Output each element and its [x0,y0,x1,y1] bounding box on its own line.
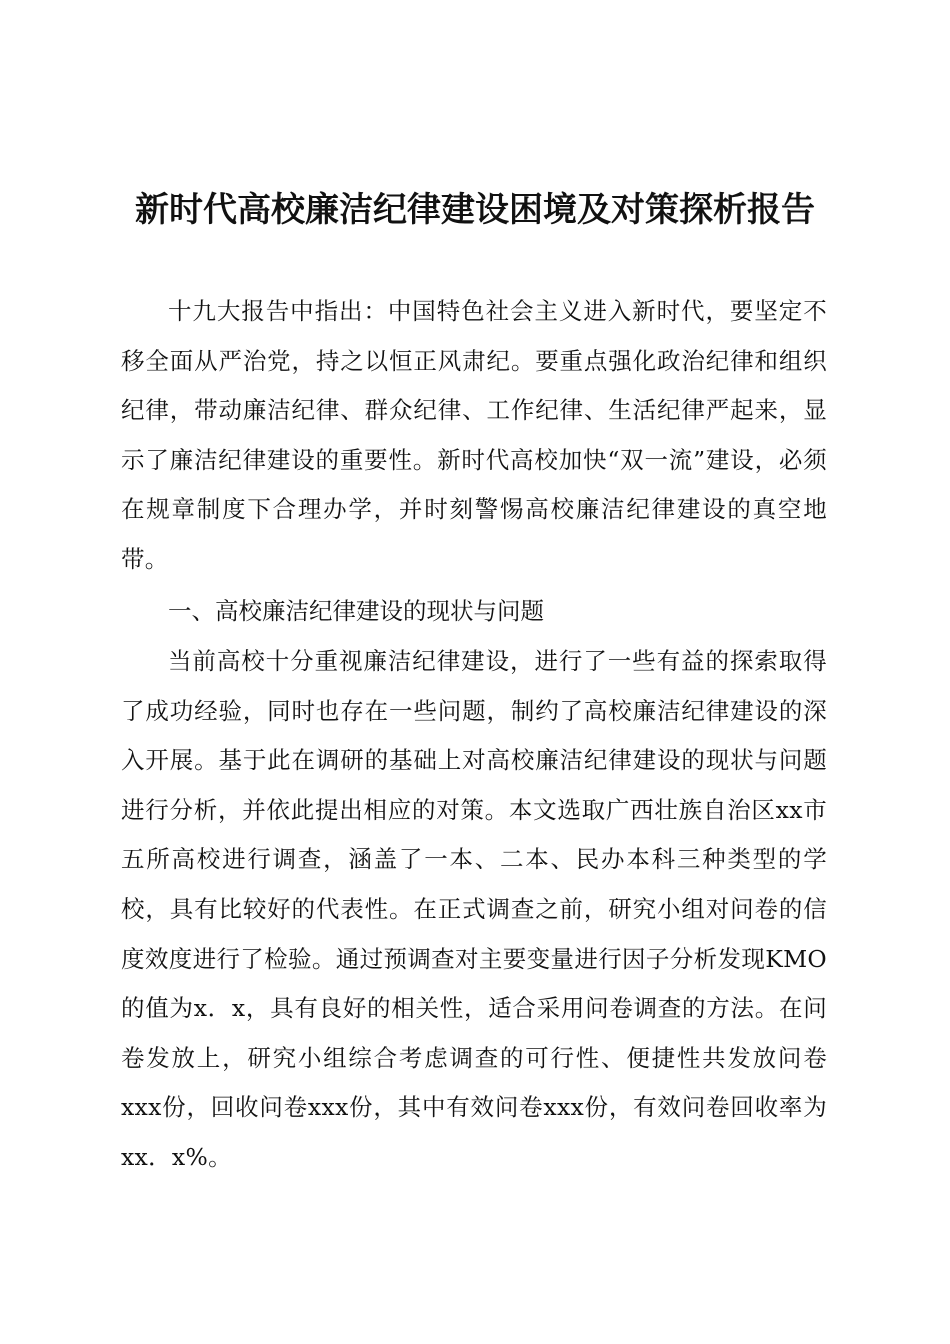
paragraph-status: 当前高校十分重视廉洁纪律建设，进行了一些有益的探索取得了成功经验，同时也存在一些问题，制约了高校廉洁纪律建设的深入开展。基于此在调研的基础上对高校廉洁纪律建设的现状与问题进行分析，并依此提出相应的对策。本文选取广西壮族自治区xx市五所高校进行调查，涵盖了一本、二本、民办本科三种类型的学校，具有比较好的代表性。在正式调查之前，研究小组对问卷的信度效度进行了检验。通过预调查对主要变量进行因子分析发现KMO的值为x．x，具有良好的相关性，适合采用问卷调查的方法。在问卷发放上，研究小组综合考虑调查的可行性、便捷性共发放问卷xxx份，回收问卷xxx份，其中有效问卷xxx份，有效问卷回收率为xx．x%。 [121,647,827,1171]
document-title: 新时代高校廉洁纪律建设困境及对策探析报告 [135,190,815,230]
paragraph-intro: 十九大报告中指出：中国特色社会主义进入新时代，要坚定不移全面从严治党，持之以恒正风肃纪。要重点强化政治纪律和组织纪律，带动廉洁纪律、群众纪律、工作纪律、生活纪律严起来，显示了廉洁纪律建设的重要性。新时代高校加快“双一流”建设，必须在规章制度下合理办学，并时刻警惕高校廉洁纪律建设的真空地带。 [121,297,827,573]
section-heading-1: 一、高校廉洁纪律建设的现状与问题 [168,597,544,625]
